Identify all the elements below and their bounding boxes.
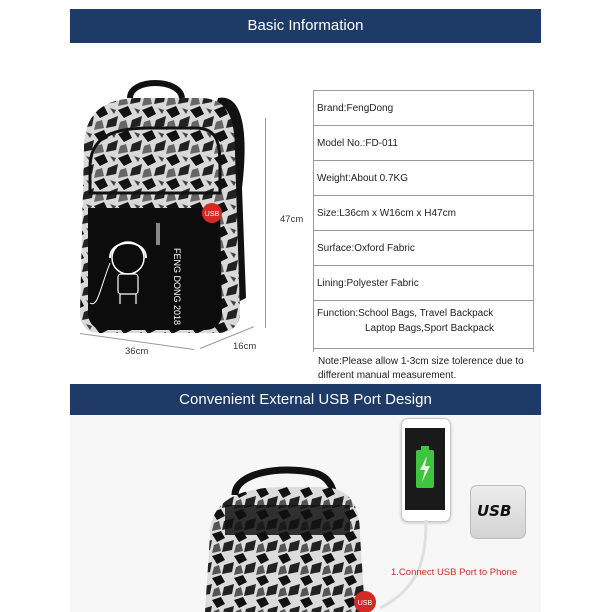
usb-badge-bottom: USB — [357, 600, 373, 607]
battery-charging-icon — [405, 428, 445, 510]
depth-label: 16cm — [233, 341, 257, 352]
phone-screen — [405, 428, 445, 510]
usb-cable — [380, 518, 440, 612]
height-label: 47cm — [280, 214, 304, 225]
usb-design-banner: Convenient External USB Port Design — [70, 384, 541, 415]
surface-row: Surface:Oxford Fabric — [313, 231, 534, 266]
connect-step-label: 1.Connect USB Port to Phone — [391, 567, 518, 578]
usb-logo-badge — [470, 485, 526, 539]
height-dimension-line — [265, 118, 266, 328]
side-print-text: FENG DONG 2018 — [172, 248, 182, 326]
function-line-1: Function:School Bags, Travel Backpack — [317, 308, 494, 319]
basic-information-banner: Basic Information — [70, 9, 541, 43]
usb-badge-text: USB — [204, 211, 220, 218]
weight-row: Weight:About 0.7KG — [313, 161, 534, 196]
backpack-front-image — [70, 58, 310, 358]
usb-logo-text: USB — [477, 502, 512, 520]
size-row: Size:L36cm x W16cm x H47cm — [313, 196, 534, 231]
model-row: Model No.:FD-011 — [313, 126, 534, 161]
function-line-2: Laptop Bags,Sport Backpack — [365, 323, 494, 334]
function-row — [313, 301, 534, 349]
product-info-table — [313, 90, 534, 349]
smartphone-image — [401, 418, 451, 522]
width-label: 36cm — [125, 346, 149, 357]
lining-row: Lining:Polyester Fabric — [313, 266, 534, 301]
brand-row: Brand:FengDong — [313, 91, 534, 126]
backpack-usb-image — [190, 465, 390, 612]
size-note: Note:Please allow 1-3cm size tolerence due to different manual measurement. — [318, 356, 524, 381]
